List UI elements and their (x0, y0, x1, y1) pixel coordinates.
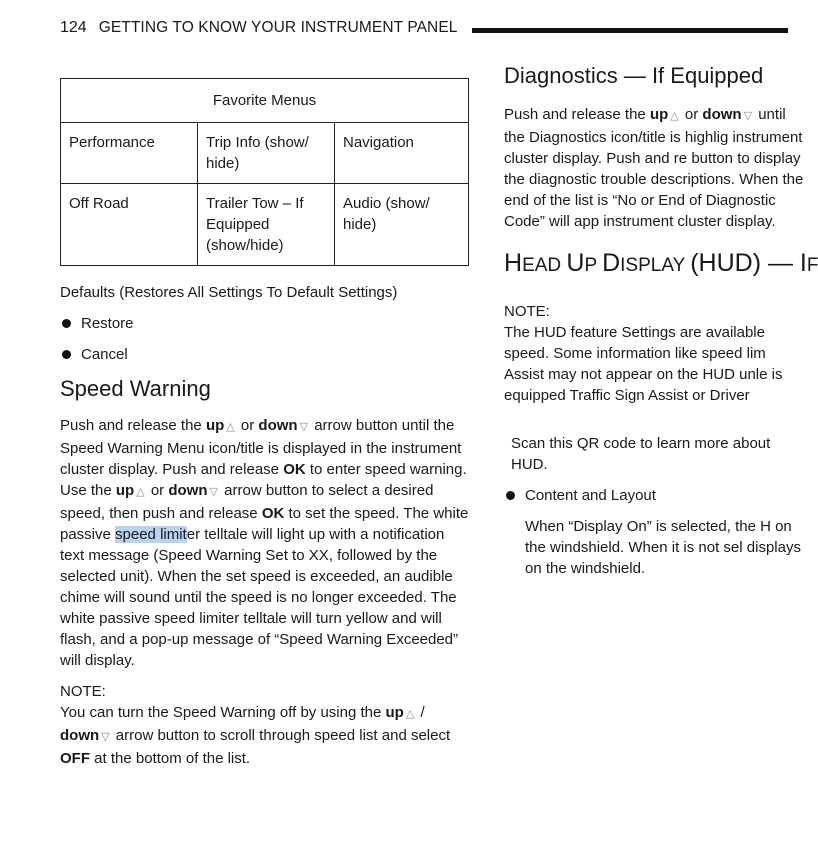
list-item (504, 485, 804, 506)
list-item-label: Restore (81, 315, 134, 332)
note-paragraph: You can turn the Speed Warning off by using the up △ / down ▽ arrow button to scroll through speed list and select OFF at the bottom of the list. (60, 704, 451, 767)
down-arrow-icon: ▽ (743, 110, 753, 122)
table-cell: Navigation (335, 123, 469, 184)
list-item-label: Cancel (81, 346, 128, 363)
list-item (60, 344, 470, 365)
table-cell: Audio (show/ hide) (335, 184, 469, 266)
favorite-menus-table (60, 78, 469, 266)
table-row (61, 123, 469, 184)
diagnostics-paragraph: Push and release the up △ or down ▽ until the Diagnostics icon/title is highlig instrument cluster display. Push and re button to display the diagnostic trouble descriptions. When the end of the list is “No or End of Diagnostic Code” will app instrument cluster display. (504, 106, 804, 230)
list-item-label: Content and Layout (525, 486, 656, 504)
page-number: 124 (60, 19, 87, 36)
list-item (60, 313, 470, 334)
bullet-icon (62, 319, 71, 328)
up-arrow-icon: △ (670, 110, 679, 122)
hud-heading: HEAD UP DISPLAY (HUD) — IF (504, 249, 818, 277)
header-rule (472, 28, 788, 33)
speed-warning-heading: Speed Warning (60, 376, 211, 401)
hud-note-paragraph: The HUD feature Settings are available speed. Some information like speed lim Assist may not appear on the HUD unle is equipped Traffic Sign Assist or Driver (504, 323, 783, 404)
bullet-icon (62, 350, 71, 359)
right-column (504, 62, 818, 579)
table-cell: Performance (61, 123, 198, 184)
up-arrow-icon: △ (405, 708, 415, 720)
section-title: GETTING TO KNOW YOUR INSTRUMENT PANEL (98, 19, 458, 36)
table-cell: Trip Info (show/ hide) (198, 123, 335, 184)
page-header (60, 16, 788, 40)
defaults-list (60, 313, 470, 365)
hud-content-paragraph: When “Display On” is selected, the H on the windshield. When it is not sel displays on the windshield. (525, 517, 801, 577)
bullet-icon (506, 491, 515, 500)
note-label: NOTE: (60, 683, 106, 700)
speed-warning-paragraph: Push and release the up △ or down ▽ arrow button until the Speed Warning Menu icon/title is displayed in the instrument cluster display. Push and release OK to enter speed warning. Use the up △ or down ▽ arrow button to select a desired speed, then push and release OK to set the speed. The white passive speed limiter telltale will light up with a notification text message (Speed Warning Set to XX, followed by the selected unit). When the set speed is exceeded, an audible chime will sound until the speed is no longer exceeded. The white passive speed limiter telltale will turn yellow and will flash, and a pop-up message of “Speed Warning Exceeded” will display. (60, 417, 469, 669)
up-arrow-icon: △ (136, 486, 145, 498)
down-arrow-icon: ▽ (209, 486, 218, 498)
table-header-row (61, 79, 469, 123)
down-arrow-icon: ▽ (299, 421, 309, 433)
defaults-heading: Defaults (Restores All Settings To Default Settings) (60, 284, 398, 301)
hud-note-label: NOTE: (504, 302, 550, 320)
diagnostics-heading: Diagnostics — If Equipped (504, 63, 764, 88)
table-row (61, 184, 469, 266)
down-arrow-icon: ▽ (101, 731, 110, 743)
left-column (60, 78, 470, 769)
up-arrow-icon: △ (226, 421, 235, 433)
qr-caption: Scan this QR code to learn more about HUD. (511, 434, 771, 473)
table-title: Favorite Menus (61, 79, 469, 123)
text-selection-highlight[interactable]: speed limit (115, 526, 187, 543)
hud-list (504, 485, 804, 506)
table-cell: Trailer Tow – If Equipped (show/hide) (198, 184, 335, 266)
table-cell: Off Road (61, 184, 198, 266)
